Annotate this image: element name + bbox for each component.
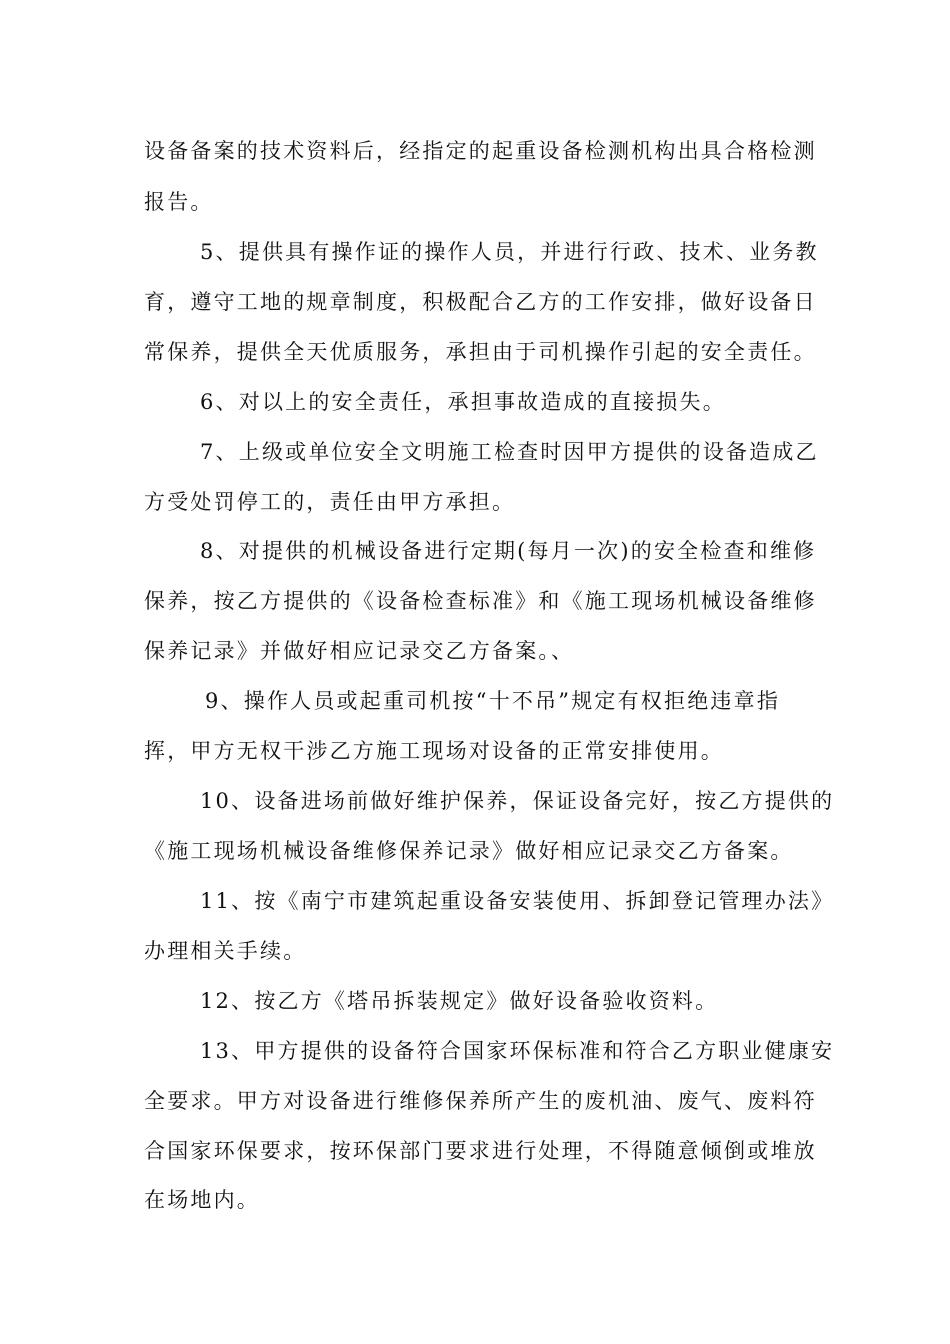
paragraph-5-line: 5、提供具有操作证的操作人员，并进行行政、技术、业务教 bbox=[200, 240, 819, 264]
text-line: 《施工现场机械设备维修保养记录》做好相应记录交乙方备案。 bbox=[144, 839, 794, 863]
text-line: 设备备案的技术资料后，经指定的起重设备检测机构出具合格检测 bbox=[144, 139, 817, 163]
text-line: 育，遵守工地的规章制度，积极配合乙方的工作安排，做好设备日 bbox=[144, 290, 817, 314]
paragraph-9-line: 9、操作人员或起重司机按“十不吊”规定有权拒绝违章指 bbox=[205, 689, 781, 713]
text-line: 挥，甲方无权干涉乙方施工现场对设备的正常安排使用。 bbox=[144, 739, 724, 763]
paragraph-6-line: 6、对以上的安全责任，承担事故造成的直接损失。 bbox=[200, 390, 726, 414]
paragraph-12-line: 12、按乙方《塔吊拆装规定》做好设备验收资料。 bbox=[200, 989, 719, 1013]
paragraph-7-line: 7、上级或单位安全文明施工检查时因甲方提供的设备造成乙 bbox=[200, 440, 819, 464]
text-line: 全要求。甲方对设备进行维修保养所产生的废机油、废气、废料符 bbox=[144, 1089, 817, 1113]
text-line: 合国家环保要求，按环保部门要求进行处理，不得随意倾倒或堆放 bbox=[144, 1139, 817, 1163]
text-line: 办理相关手续。 bbox=[144, 939, 307, 963]
text-line: 方受处罚停工的，责任由甲方承担。 bbox=[144, 490, 516, 514]
paragraph-8-line: 8、对提供的机械设备进行定期(每月一次)的安全检查和维修 bbox=[200, 539, 817, 563]
paragraph-11-line: 11、按《南宁市建筑起重设备安装使用、拆卸登记管理办法》 bbox=[200, 889, 835, 913]
text-line: 常保养，提供全天优质服务，承担由于司机操作引起的安全责任。 bbox=[144, 340, 817, 364]
paragraph-13-line: 13、甲方提供的设备符合国家环保标准和符合乙方职业健康安 bbox=[200, 1039, 835, 1063]
text-line: 报告。 bbox=[144, 190, 214, 214]
text-line: 保养，按乙方提供的《设备检查标准》和《施工现场机械设备维修 bbox=[144, 589, 817, 613]
text-line: 在场地内。 bbox=[144, 1188, 260, 1212]
paragraph-10-line: 10、设备进场前做好维护保养，保证设备完好，按乙方提供的 bbox=[200, 789, 835, 813]
text-line: 保养记录》并做好相应记录交乙方备案。、 bbox=[144, 639, 575, 663]
